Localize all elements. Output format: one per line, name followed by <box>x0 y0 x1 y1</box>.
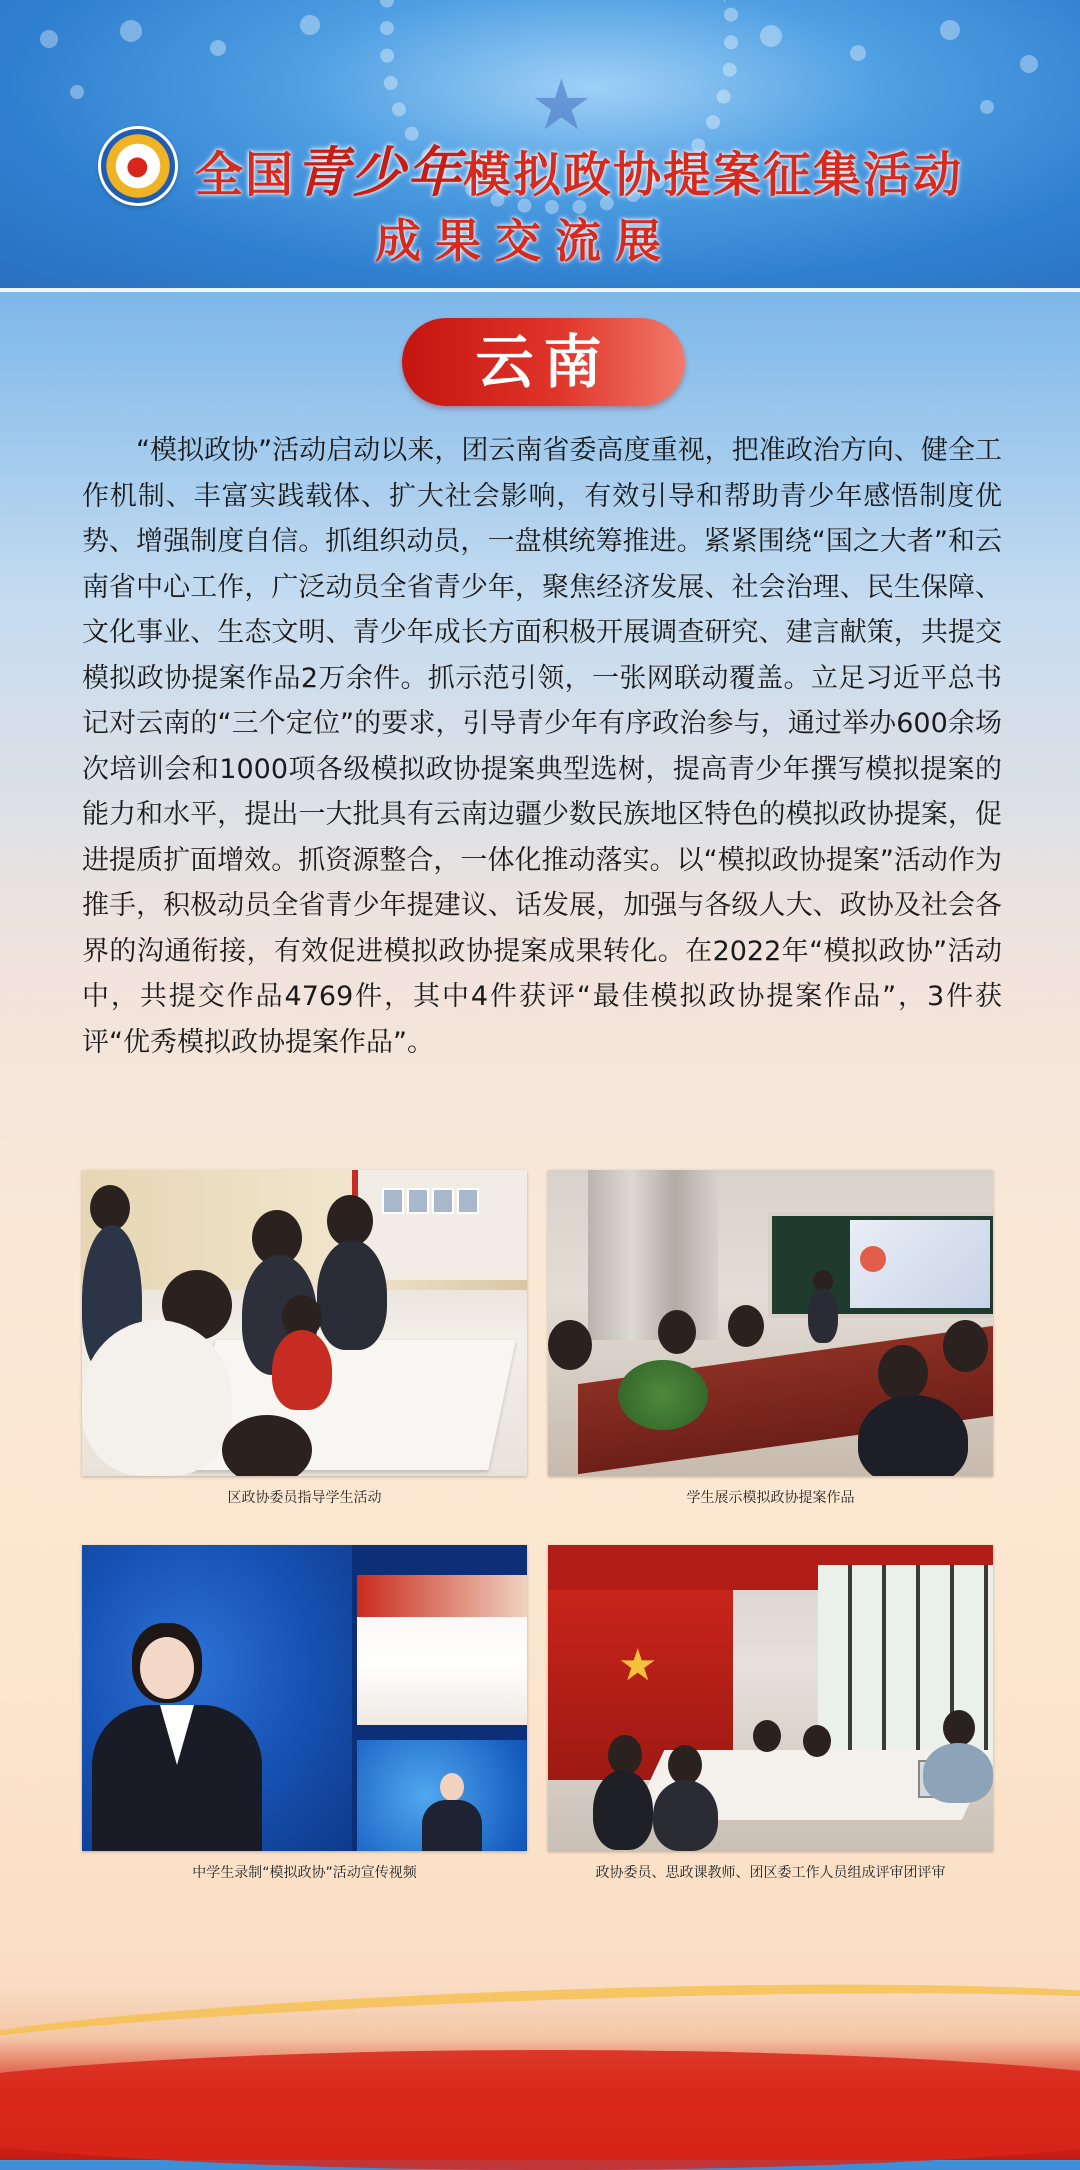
photo-caption: 政协委员、思政课教师、团区委工作人员组成评审团评审 <box>595 1865 946 1881</box>
photo-poster-header <box>357 1575 527 1617</box>
photo-review-panel <box>548 1545 993 1851</box>
person-body <box>808 1288 838 1343</box>
logo-mark-icon: ● <box>126 151 149 181</box>
person-body <box>593 1770 653 1850</box>
province-label: 云南 <box>475 328 612 396</box>
person-body <box>653 1780 718 1851</box>
youth-logo <box>98 126 178 206</box>
person-head <box>753 1720 781 1752</box>
person-head <box>548 1320 592 1370</box>
person-head <box>728 1305 764 1347</box>
title-highlight: 青少年 <box>295 140 464 204</box>
page-title <box>195 130 1055 207</box>
title-suffix: 模拟政协提案征集活动 <box>463 147 964 203</box>
photo-classroom-activity <box>82 1170 527 1476</box>
person-body <box>923 1743 993 1803</box>
header-divider <box>0 288 1080 292</box>
photo-meeting-presentation <box>548 1170 993 1476</box>
person-head <box>222 1415 312 1476</box>
person-head <box>658 1310 696 1354</box>
person-head <box>608 1735 642 1775</box>
person-head <box>943 1320 988 1372</box>
province-badge <box>402 318 685 406</box>
photo-video-recording <box>82 1545 527 1851</box>
person-head <box>943 1710 975 1746</box>
person-body <box>858 1395 968 1476</box>
photo-curtain <box>588 1170 718 1340</box>
anchor-face <box>140 1637 194 1699</box>
intro-paragraph-block <box>82 428 1002 1065</box>
photo-caption: 学生展示模拟政协提案作品 <box>686 1490 855 1506</box>
person-body <box>82 1320 232 1476</box>
photo-screen-emblem <box>860 1246 886 1272</box>
page-subtitle: 成果交流展 <box>375 214 675 268</box>
person-body <box>272 1330 332 1410</box>
title-prefix: 全国 <box>195 147 296 203</box>
photo-plant <box>618 1360 708 1430</box>
person-head <box>803 1725 831 1757</box>
anchor2-body <box>422 1800 482 1851</box>
header-banner <box>0 0 1080 290</box>
photo-caption: 中学生录制“模拟政协”活动宣传视频 <box>192 1865 417 1881</box>
person-body <box>317 1240 387 1350</box>
star-icon: ★ <box>530 64 593 146</box>
intro-paragraph: “模拟政协”活动启动以来，团云南省委高度重视，把准政治方向、健全工作机制、丰富实践载体、扩大社会影响，有效引导和帮助青少年感悟制度优势、增强制度自信。抓组织动员，一盘棋统筹推进。紧紧围绕“国之大者”和云南省中心工作，广泛动员全省青少年，聚焦经济发展、社会治理、民生保障、文化事业、生态文明、青少年成长方面积极开展调查研究、建言献策，共提交模拟政协提案作品2万余件。抓示范引领，一张网联动覆盖。立足习近平总书记对云南的“三个定位”的要求，引导青少年有序政治参与，通过举办600余场次培训会和1000项各级模拟政协提案典型选树，提高青少年撰写模拟提案的能力和水平，提出一大批具有云南边疆少数民族地区特色的模拟政协提案，促进提质扩面增效。抓资源整合，一体化推动落实。以“模拟政协提案”活动作为推手，积极动员全省青少年提建议、话发展，加强与各级人大、政协及社会各界的沟通衔接，有效促进模拟政协提案成果转化。在2022年“模拟政协”活动中，共提交作品4769件，其中4件获评“最佳模拟政协提案作品”，3件获评“优秀模拟政协提案作品”。 <box>82 435 1002 1058</box>
person-head <box>668 1745 702 1785</box>
person-head <box>878 1345 928 1401</box>
photo-caption: 区政协委员指导学生活动 <box>227 1490 382 1506</box>
star-icon: ★ <box>618 1640 658 1691</box>
anchor2-face <box>440 1773 464 1801</box>
footer-red-wave <box>0 2050 1080 2170</box>
